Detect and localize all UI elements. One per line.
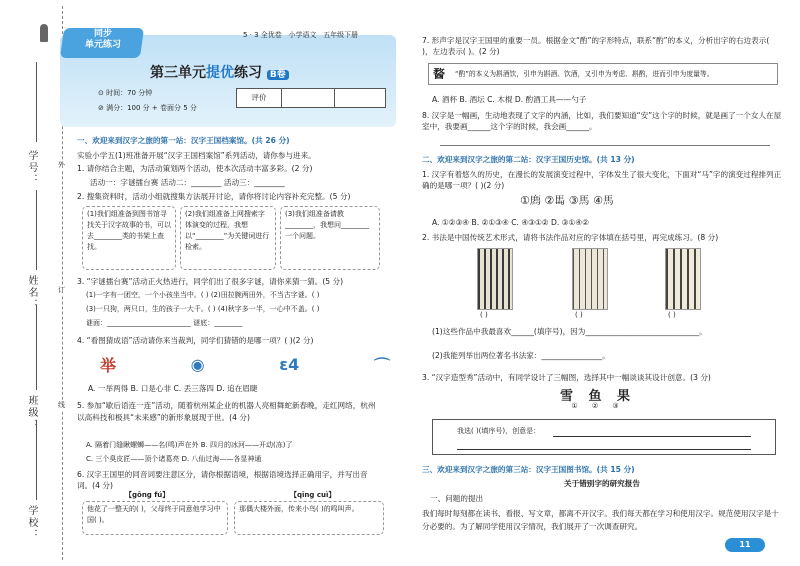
cut-mark-2: 订 xyxy=(58,286,65,294)
cut-mark-1: 外 xyxy=(58,161,65,169)
idiom-picture-b: ◉ xyxy=(190,354,205,374)
title-part-c: 练习 xyxy=(234,65,262,81)
eval-box xyxy=(236,88,386,108)
calligraphy-caption-3[interactable]: ( ) xyxy=(668,311,676,319)
q11-text: 3. “汉字造型秀”活动中，有同学设计了三幅图，选择其中一幅谈谈其设计创意。(3 分) xyxy=(422,373,711,382)
q1-text: 1. 请你结合主题，为活动策划两个活动，使本次活动丰富多彩。(2 分) xyxy=(77,164,313,173)
calligraphy-image-3 xyxy=(665,248,701,310)
pinyin-2: 【qīng cuì】 xyxy=(290,491,336,499)
q3-riddle-own: 谜面：________________________ 谜底：________ xyxy=(86,319,243,327)
pinyin-1: 【gōng fú】 xyxy=(125,491,170,499)
discussion-box-3: (3)我们组准备请教________，我想问________一个问题。 xyxy=(280,206,380,270)
q8-text: 8. 汉字是一幅画，生动地表现了文字的内涵，比如，我们要知道“安”这个字的时候，就是画了一个女人在屋室中，我要画______这个字的时候，我会画______。 xyxy=(422,111,782,131)
class-field[interactable] xyxy=(36,305,37,390)
design-answer-line-1[interactable] xyxy=(553,436,751,437)
idiom-picture-a: 举 xyxy=(100,355,117,375)
q7-note: “酌”的本义为斟酒饮，引申为斟酒、饮酒，又引申为考虑、斟酌，进而引申为度量等。 xyxy=(455,70,714,78)
section-2-heading: 二、欢迎来到汉字之旅的第二站：汉字王国历史馆。(共 13 分) xyxy=(422,155,635,164)
idiom-pictures xyxy=(100,350,390,378)
q5-text: 5. 参加“歇后语连一连”活动，随着杭州某企业的机器人亮相舞蛇新春晚，走红网络，杭州以高科技和极具“未来感”的新形象展现于世。(4 分) xyxy=(77,401,376,422)
design-answer-line-2[interactable] xyxy=(457,449,751,450)
time-info: ⊙ 时间：70 分钟 xyxy=(98,89,153,97)
design-answer-box[interactable] xyxy=(432,419,776,455)
series-name: 5 · 3 全优卷 xyxy=(243,31,282,39)
score-info: ⊘ 满分：100 分 + 卷面分 5 分 xyxy=(98,104,197,112)
eval-label: 评价 xyxy=(237,89,282,107)
q7-text: 7. 形声字是汉字王国里的重要一员。根据金文“酌”的字形特点，联系“酌”的本义，分析出字的右边表示( )，左边表示( )。(2 分) xyxy=(422,36,770,56)
q10-part2: (2)我能列举出两位著名书法家：________________。 xyxy=(432,351,610,360)
badge xyxy=(78,29,128,51)
calligraphy-image-1 xyxy=(477,248,513,310)
rocket-icon xyxy=(40,24,48,42)
q5-options-ab: A. 隔着门缝瞅螺蛳——名(鸣)声在外 B. 四月的冰河——开动(冻)了 xyxy=(86,441,293,449)
homophone-box-2: 那偶大楼外面，传来小鸟( )的鸣叫声。 xyxy=(234,501,384,535)
q4-options: A. 一举两得 B. 口是心非 C. 丢三落四 D. 追在眉睫 xyxy=(88,384,258,393)
q6-text: 6. 汉字王国里的同音词要注意区分，请你根据语境，根据语境选择正确用字，并写出音词。(4 分) xyxy=(77,470,368,490)
name-field[interactable] xyxy=(36,190,37,270)
calligraphy-caption-2[interactable]: ( ) xyxy=(575,311,583,319)
calligraphy-caption-1[interactable]: ( ) xyxy=(480,311,488,319)
eval-cell-2[interactable] xyxy=(335,89,385,107)
subject: 小学语文 xyxy=(288,31,317,39)
q10-text: 2. 书法是中国传统艺术形式，请将书法作品对应的字体填在括号里，再完成练习。(8 分) xyxy=(422,233,719,242)
cut-mark-3: 线 xyxy=(58,401,65,409)
design-numbers: ① ② ③ xyxy=(571,402,619,410)
title-part-b: 提优 xyxy=(206,65,234,81)
q10-part1: (1)这些作品中我最喜欢______(填序号)，因为______________________________。 xyxy=(432,327,707,336)
idiom-picture-c: ε4 xyxy=(279,354,300,374)
school-field[interactable] xyxy=(36,420,37,500)
calligraphy-image-2 xyxy=(572,248,608,310)
id-label: 学号： xyxy=(26,150,37,186)
report-paragraph: 我们每时每刻都在读书、看报、写文章，都离不开汉字。我们每天都在学习和使用汉字。规范使用汉字是十分必要的。为了解同学使用汉字情况，我们展开了一次调查研究。 xyxy=(422,509,779,531)
design-glyph-3: 果 xyxy=(616,389,630,404)
discussion-box-2: (2)我们组准备上网搜索字体演变的过程，我想以“________”为关键词进行检索。 xyxy=(180,206,276,270)
q8-answer-line[interactable] xyxy=(440,145,770,146)
discussion-box-1: (1)我们组准备到图书馆寻找关于汉字故事的书，可以去________类的书架上查找。 xyxy=(82,206,176,270)
q3-riddles-1: (1)一字有一团空，一个小孩坐当中。( ) (2)田拉腕两田外，不当古字谜。( ) xyxy=(86,291,320,299)
series-line xyxy=(243,30,358,40)
badge-line2: 单元练习 xyxy=(84,40,121,50)
page-title xyxy=(150,62,289,82)
homophone-box-1: 他花了一整天的( )，父母终于同意他学习中国( )。 xyxy=(82,501,228,535)
q3-riddles-2: (3)一只狗，两只口，生的孩子一大千。( ) (4)秋字多一半，一心中不盖。( ) xyxy=(86,305,320,313)
variant-badge: B卷 xyxy=(267,70,289,80)
q7-options: A. 酒杯 B. 酒坛 C. 木棍 D. 酌酒工具——勺子 xyxy=(432,95,587,104)
design-glyph-2: 鱼 xyxy=(588,389,602,404)
q4-text: 4. “看图猜成语”活动请你来当裁判，同学们猜错的是哪一项？( )(2 分) xyxy=(77,336,314,345)
title-part-a: 第三单元 xyxy=(150,65,206,81)
section-1-heading: 一、欢迎来到汉字之旅的第一站：汉字王国档案馆。(共 26 分) xyxy=(77,136,290,145)
badge-line1: 同步 xyxy=(93,29,112,39)
page-number: 11 xyxy=(725,538,765,552)
id-field[interactable] xyxy=(36,62,37,142)
q3-text: 3. “字谜擂台赛”活动正火热进行，同学们出了很多字谜，请你来猜一猜。(5 分) xyxy=(77,277,344,286)
class-label: 班级： xyxy=(26,395,37,431)
q9-text: 1. 汉字有着悠久的历史，在漫长的发展演变过程中，字体发生了很大变化，下面对“马”字的演变过程排列正确的是哪一项？( )(2 分) xyxy=(422,170,782,190)
jinwen-glyph-icon: 𨡭 xyxy=(433,67,446,81)
design-choice-label: 我选( )(填序号)，创意是： xyxy=(457,427,541,435)
school-label: 学校： xyxy=(26,505,37,541)
q7-note-box xyxy=(428,63,778,85)
eval-cell-1[interactable] xyxy=(282,89,335,107)
q5-options-cd: C. 三个臭皮匠——顶个诸葛亮 D. 八仙过海——各显神通 xyxy=(86,455,262,463)
q1-answer: 活动一：字谜擂台赛 活动二：________ 活动三：________ xyxy=(90,178,285,187)
q9-options: A. ①②③④ B. ②①③④ C. ④③①② D. ③①④② xyxy=(432,218,589,227)
design-glyph-1: 雪 xyxy=(560,389,574,404)
q2-text: 2. 搜集资料时，活动小组就搜集方法展开讨论，请你将讨论内容补充完整。(5 分) xyxy=(77,192,351,201)
report-title: 关于错别字的研究报告 xyxy=(564,479,640,488)
grade: 五年级下册 xyxy=(323,31,359,39)
intro-text: 实验小学五(1)班准备开展“汉字王国档案馆”系列活动，请你参与进来。 xyxy=(77,151,316,160)
report-subheading: 一、问题的提出 xyxy=(430,494,484,503)
section-3-heading: 三、欢迎来到汉字之旅的第三站：汉字王国图书馆。(共 15 分) xyxy=(422,465,635,474)
horse-forms: ①𢊁 ②𩡧 ③馬 ④馬 xyxy=(520,194,614,207)
name-label: 姓名： xyxy=(26,275,37,311)
idiom-picture-d: ⌒ xyxy=(373,355,390,375)
